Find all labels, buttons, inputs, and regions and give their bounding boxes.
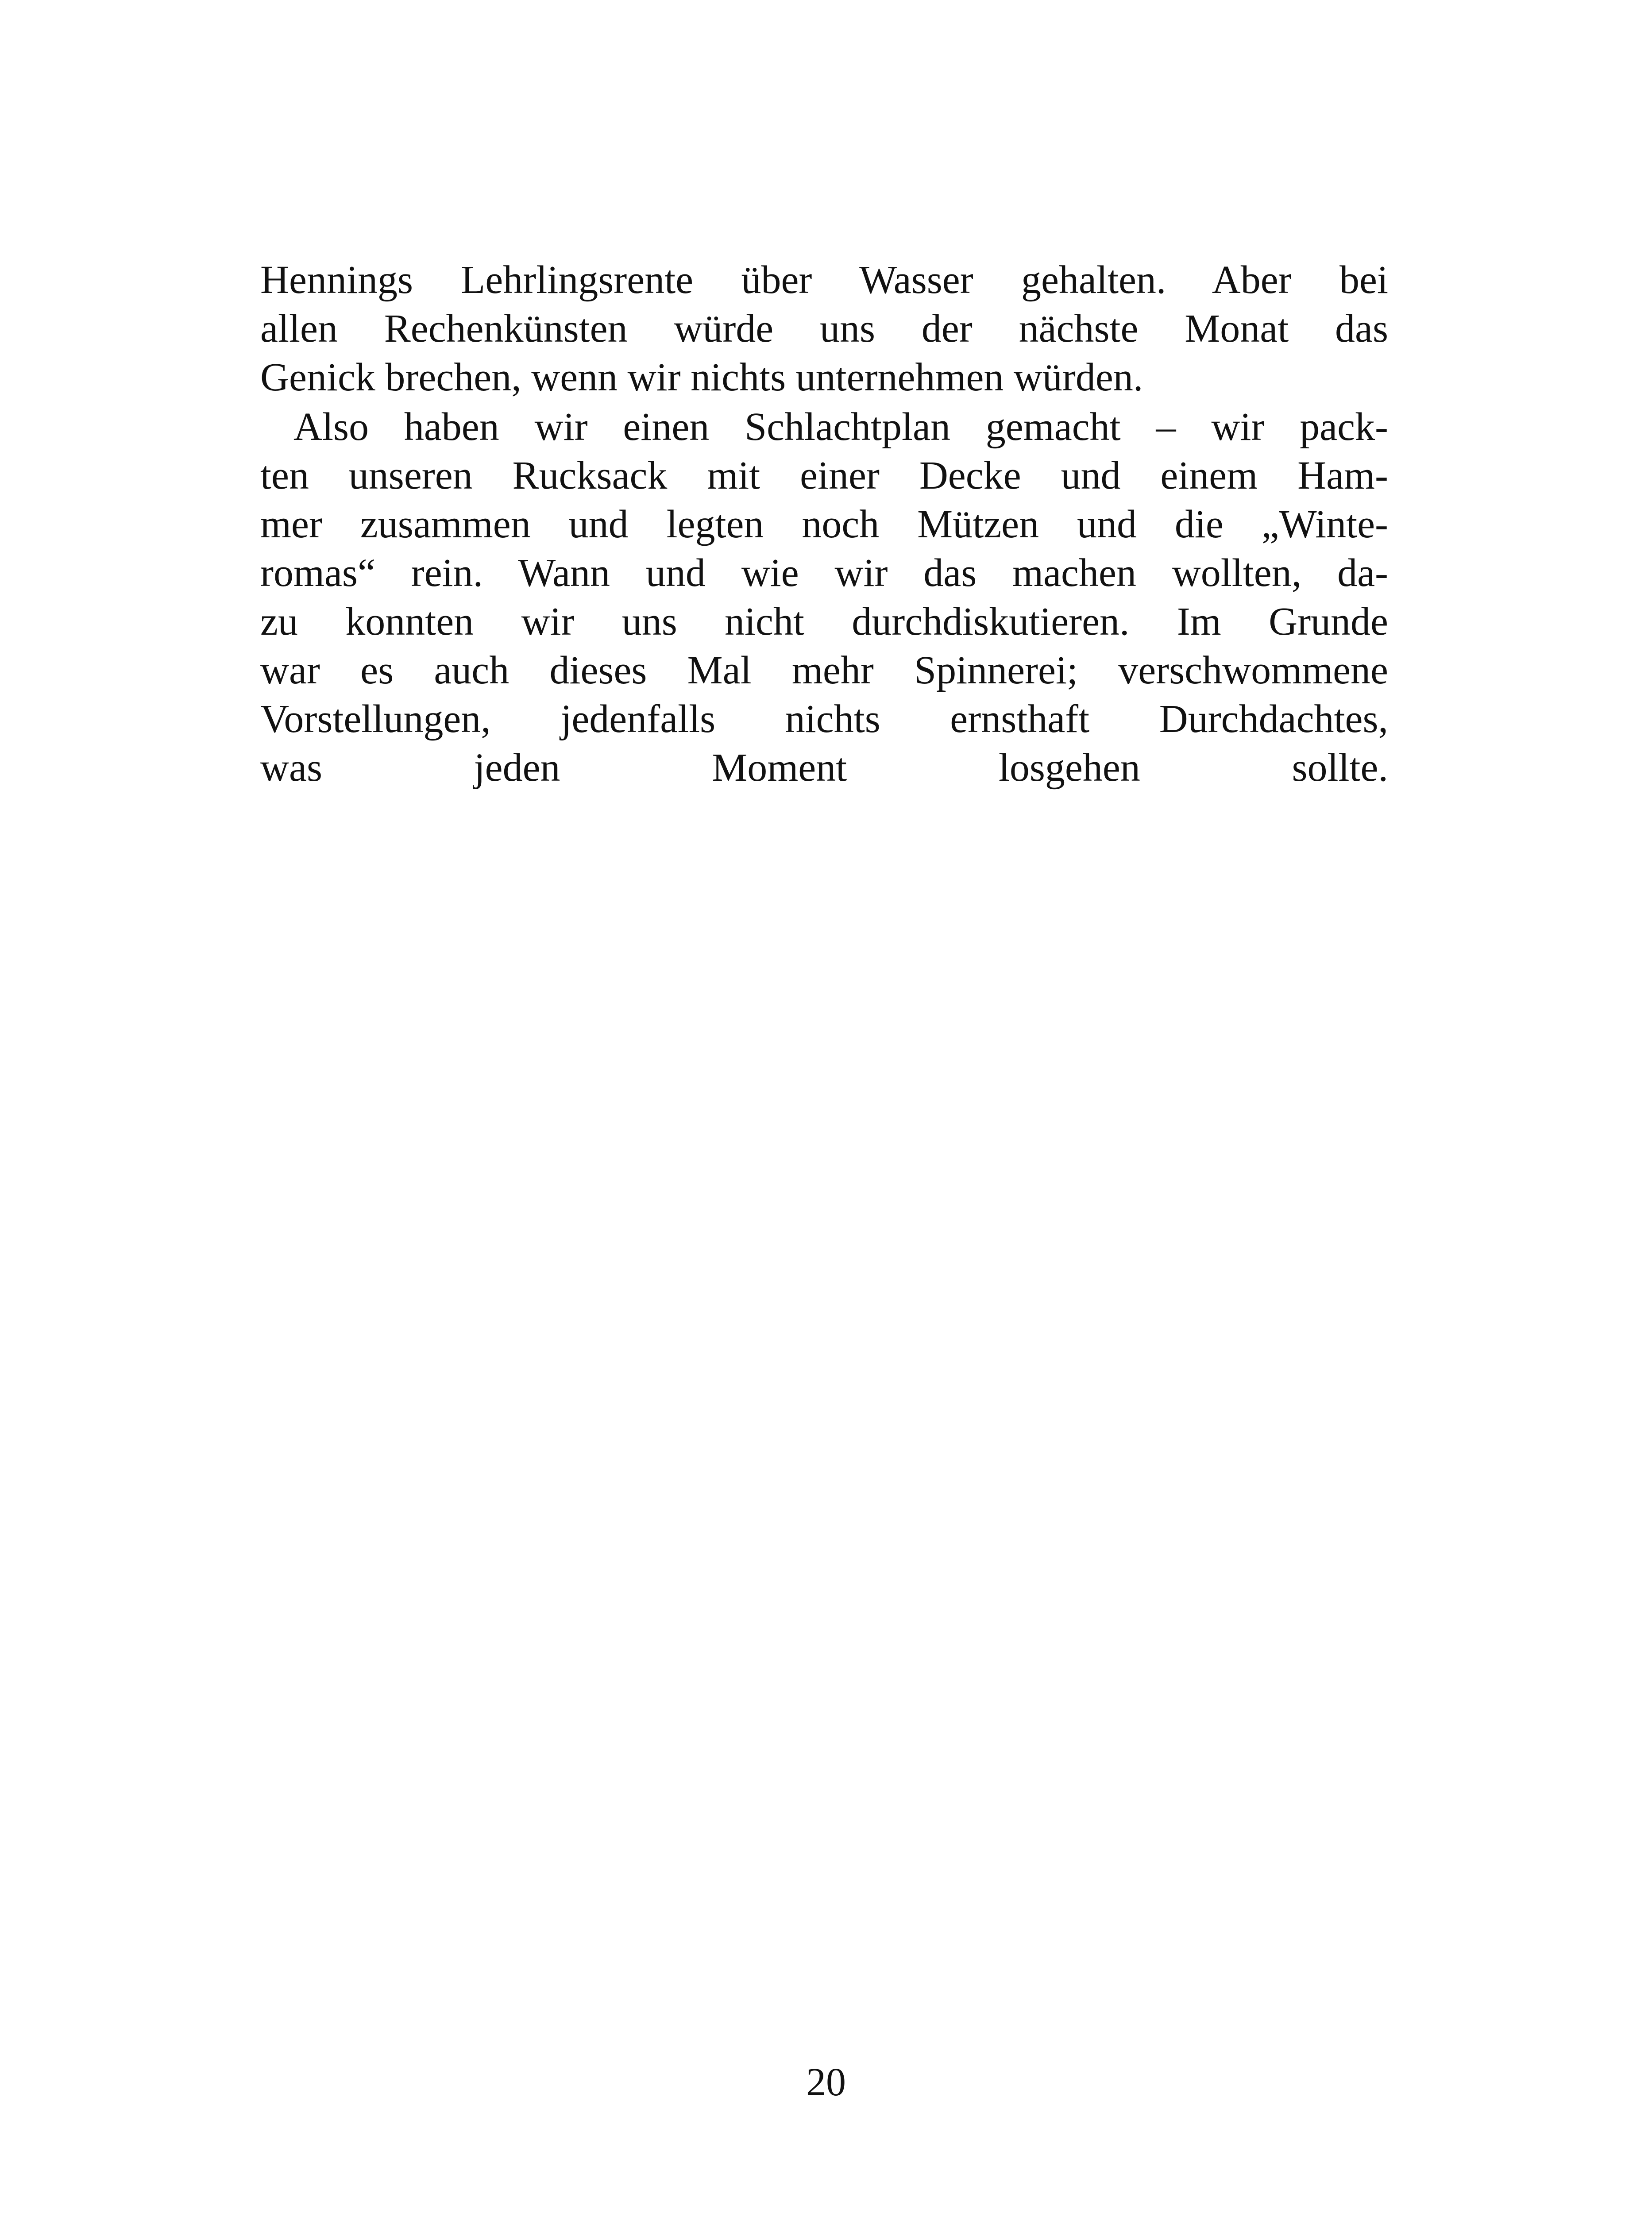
text-line: Hennings Lehrlingsrente über Wasser gehalten. Aber bei — [260, 258, 1388, 302]
page-number: 20 — [806, 2060, 846, 2104]
text-line: romas“ rein. Wann und wie wir das machen wollten, da- — [260, 551, 1388, 595]
text-line: zu konnten wir uns nicht durchdiskutieren. Im Grunde — [260, 600, 1388, 644]
text-line: mer zusammen und legten noch Mützen und die „Winte- — [260, 502, 1388, 546]
text-line — [260, 792, 1388, 841]
body-text — [260, 256, 1388, 841]
text-line: Vorstellungen, jedenfalls nichts ernsthaft Durchdachtes, — [260, 697, 1388, 741]
text-line: war es auch dieses Mal mehr Spinnerei; verschwommene — [260, 648, 1388, 692]
text-line: ten unseren Rucksack mit einer Decke und einem Ham- — [260, 454, 1388, 497]
paragraph-1 — [260, 256, 1388, 402]
paragraph-2 — [260, 403, 1388, 841]
text-line: Genick brechen, wenn wir nichts unternehmen würden. — [260, 355, 1143, 399]
text-line: allen Rechenkünsten würde uns der nächste Monat das — [260, 307, 1388, 351]
text-line: Also haben wir einen Schlachtplan gemacht – wir pack- — [293, 405, 1388, 449]
text-line: was jeden Moment losgehen sollte. — [260, 746, 1388, 790]
